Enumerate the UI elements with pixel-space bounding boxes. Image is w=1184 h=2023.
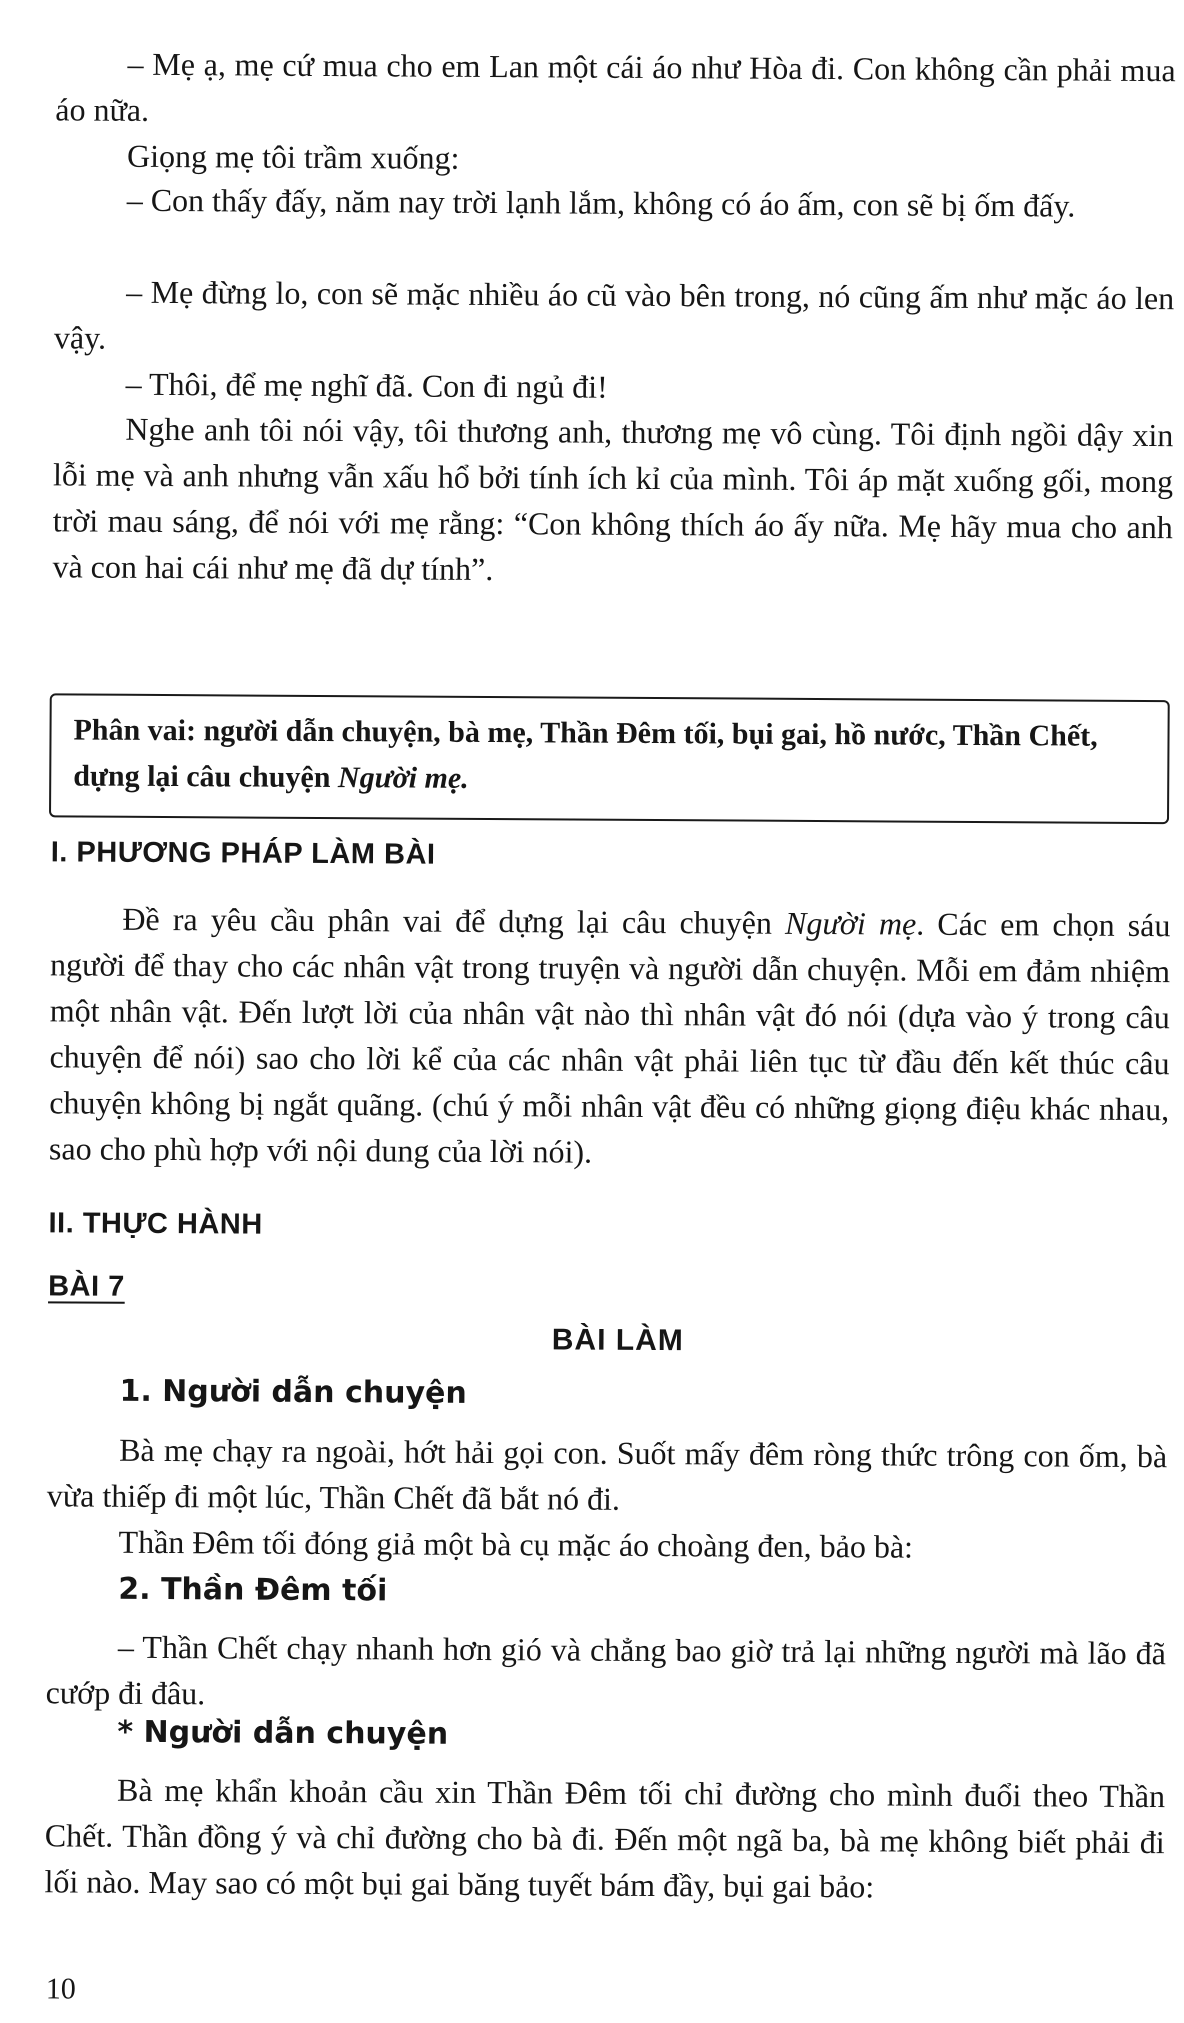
task-box <box>49 693 1170 824</box>
dialogue-paragraph-4: – Mẹ đừng lo, con sẽ mặc nhiều áo cũ vào bên trong, nó cũng ấm như mặc áo len vậy. <box>53 273 1175 356</box>
dialogue-paragraph-1: – Mẹ ạ, mẹ cứ mua cho em Lan một cái áo như Hòa đi. Con không cần phải mua áo nữa. <box>55 45 1176 128</box>
narrator-paragraph-3: Bà mẹ khẩn khoản cầu xin Thần Đêm tối chỉ đường cho mình đuổi theo Thần Chết. Thần đồng ý và chỉ đường cho bà đi. Đến một ngã ba, bà mẹ không biết phải đi lối nào. May sao có một bụi gai băng tuyết bám đầy, bụi gai bảo: <box>44 1771 1166 1905</box>
method-paragraph <box>49 895 1171 1178</box>
dialogue-paragraph-3: – Con thấy đấy, năm nay trời lạnh lắm, không có áo ấm, con sẽ bị ốm đấy. <box>126 181 1076 224</box>
narrator-paragraph-1: Bà mẹ chạy ra ngoài, hớt hải gọi con. Suốt mấy đêm ròng thức trông con ốm, bà vừa thiếp đi một lúc, Thần Chết đã bắt nó đi. <box>46 1431 1168 1517</box>
method-story-title: Người mẹ <box>784 904 917 942</box>
role-heading-narrator-2: * Người dẫn chuyện <box>117 1714 449 1752</box>
dialogue-paragraph-2: Giọng mẹ tôi trầm xuống: <box>126 137 460 176</box>
section-heading-practice: II. THỰC HÀNH <box>48 1207 263 1241</box>
role-heading-narrator: 1. Người dẫn chuyện <box>119 1373 467 1411</box>
narrator-paragraph-2: Thần Đêm tối đóng giả một bà cụ mặc áo choàng đen, bảo bà: <box>118 1523 914 1565</box>
narration-paragraph: Nghe anh tôi nói vậy, tôi thương anh, thương mẹ vô cùng. Tôi định ngồi dậy xin lỗi mẹ và anh nhưng vẫn xấu hổ bởi tính ích kỉ của mình. Tôi áp mặt xuống gối, mong trời mau sáng, để nói với mẹ rằng: “Con không thích áo ấy nữa. Mẹ hãy mua cho anh và con hai cái như mẹ đã dự tính”. <box>52 410 1174 588</box>
method-text-after: . Các em chọn sáu người để thay cho các nhân vật trong truyện và người dẫn chuyện. Mỗi em đảm nhiệm một nhân vật. Đến lượt lời của nhân vật nào thì nhân vật đó nói (dựa vào ý trong câu chuyện để nói) sao cho lời kể của các nhân vật phải liên tục từ đầu đến kết thúc câu chuyện không bị ngắt quãng. (chú ý mỗi nhân vật đều có những giọng điệu khác nhau, sao cho phù hợp với nội dung của lời nói). <box>48 905 1171 1170</box>
dialogue-paragraph-5: – Thôi, để mẹ nghĩ đã. Con đi ngủ đi! <box>125 365 608 405</box>
night-god-paragraph: – Thần Chết chạy nhanh hơn gió và chẳng bao giờ trả lại những người mà lão đã cướp đi đâu. <box>45 1628 1167 1712</box>
role-heading-night-god: 2. Thần Đêm tối <box>118 1571 388 1609</box>
section-heading-method: I. PHƯƠNG PHÁP LÀM BÀI <box>50 836 436 871</box>
page-number: 10 <box>45 1972 76 2006</box>
method-text-before: Đề ra yêu cầu phân vai để dựng lại câu chuyện <box>122 900 786 941</box>
task-box-text <box>73 695 1146 806</box>
answer-title: BÀI LÀM <box>551 1323 684 1358</box>
task-box-story-title: Người mẹ. <box>337 761 469 795</box>
task-box-prompt: Phân vai: người dẫn chuyện, bà mẹ, Thần Đêm tối, bụi gai, hồ nước, Thần Chết, dựng lại câu chuyện <box>73 713 1098 795</box>
lesson-heading: BÀI 7 <box>48 1270 125 1303</box>
